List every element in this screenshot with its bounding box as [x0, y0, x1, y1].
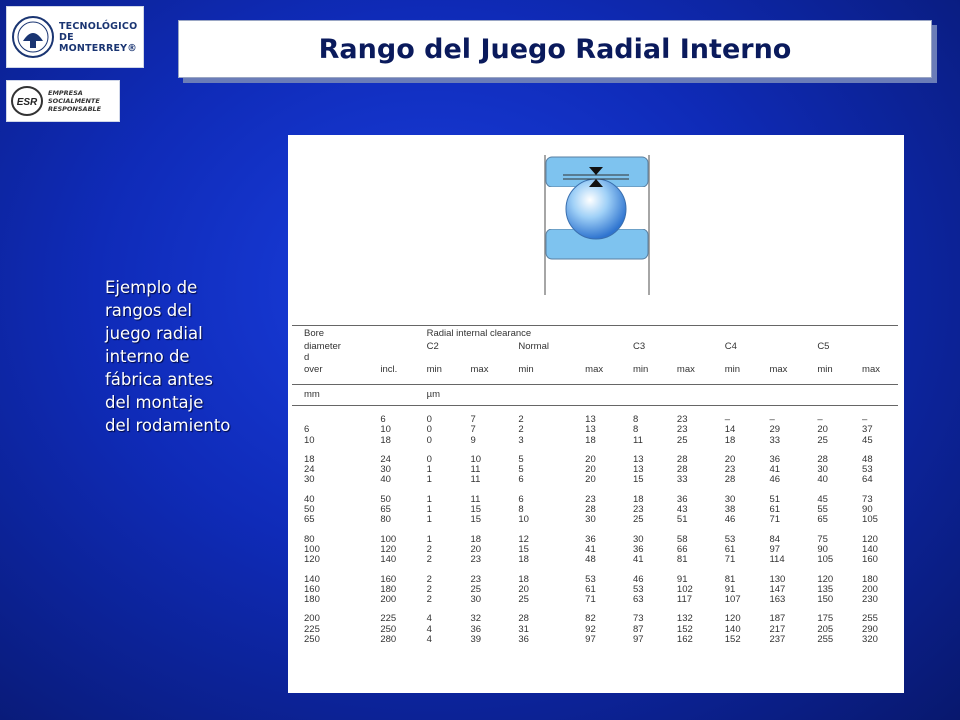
table-cell: 10	[470, 453, 482, 465]
table-cell: 105	[862, 514, 878, 526]
table-cell: 29	[769, 424, 781, 436]
table-cell: 147	[769, 583, 786, 595]
table-cell: 23	[633, 504, 644, 516]
table-cell: 4	[426, 634, 432, 646]
table-cell: 100	[380, 533, 397, 545]
table-cell: 132	[676, 613, 693, 625]
table-cell: 36	[585, 533, 596, 545]
table-cell: 15	[470, 504, 482, 516]
table-cell: 23	[470, 573, 482, 585]
table-cell: 160	[862, 554, 878, 566]
table-header-cell	[368, 339, 414, 352]
table-row-group	[292, 526, 898, 566]
table-cell: 30	[724, 493, 736, 505]
table-cell: 28	[676, 453, 688, 465]
table-cell: 36	[676, 493, 688, 505]
table-cell: 51	[676, 514, 688, 526]
table-cell: 51	[769, 493, 781, 505]
table-cell: 5	[518, 453, 524, 465]
table-cell: 135	[817, 583, 834, 595]
table-cell: 15	[518, 543, 529, 555]
table-cell: 24	[380, 453, 391, 465]
table-cell: 6	[304, 424, 310, 436]
table-cell: 48	[862, 453, 873, 465]
table-cell: 8	[518, 504, 524, 516]
table-cell: 120	[724, 613, 741, 625]
table-cell: 140	[380, 554, 397, 566]
table-cell: 23	[585, 493, 596, 505]
table-cell: 205	[817, 623, 834, 635]
tec-seal-icon	[11, 15, 55, 59]
table-cell: 65	[817, 514, 828, 526]
table-cell: 97	[633, 634, 644, 646]
table-cell: 18	[470, 533, 482, 545]
table-cell: 290	[862, 623, 878, 635]
table-cell: 320	[862, 634, 878, 646]
table-cell: 13	[585, 414, 596, 425]
table-cell: 200	[862, 583, 878, 595]
table-unit-row	[292, 385, 898, 406]
table-row	[292, 446, 898, 465]
table-cell: 30	[380, 464, 391, 476]
table-cell: –	[769, 414, 775, 425]
table-cell: 53	[724, 533, 736, 545]
table-cell: 55	[817, 504, 828, 516]
page-title: Rango del Juego Radial Interno	[318, 33, 792, 65]
table-cell: 46	[769, 474, 781, 486]
table-cell: 28	[676, 464, 688, 476]
table-cell: 105	[817, 554, 834, 566]
table-cell: 53	[633, 583, 644, 595]
table-cell: 102	[676, 583, 693, 595]
table-cell: 150	[817, 594, 834, 606]
table-cell: 180	[304, 594, 320, 606]
table-cell: 31	[518, 623, 529, 635]
table-cell: 40	[817, 474, 828, 486]
table-header-cell: max	[850, 352, 898, 385]
table-row	[292, 515, 898, 525]
table-unit-cell	[459, 385, 507, 406]
table-cell: 61	[724, 543, 736, 555]
table-unit-cell	[368, 385, 414, 406]
table-cell: 140	[724, 623, 741, 635]
table-header-cell	[665, 339, 713, 352]
table-cell: 200	[304, 613, 320, 625]
table-cell: 41	[633, 554, 644, 566]
table-header-cell: C2	[426, 341, 439, 352]
table-cell: 30	[633, 533, 644, 545]
table-cell: 41	[769, 464, 781, 476]
table-cell: 14	[724, 424, 736, 436]
table-cell: 73	[633, 613, 644, 625]
table-cell: 33	[676, 474, 688, 486]
table-cell: 187	[769, 613, 786, 625]
table-cell: 100	[304, 543, 320, 555]
clearance-figure	[288, 135, 904, 693]
table-row-group	[292, 605, 898, 645]
table-cell: 82	[585, 613, 596, 625]
table-cell: 71	[585, 594, 596, 606]
table-header-cell: max	[757, 352, 805, 385]
table-cell: 15	[633, 474, 644, 486]
table-cell: 24	[304, 464, 315, 476]
table-cell: 80	[304, 533, 315, 545]
table-cell: 90	[817, 543, 828, 555]
esr-badge-icon	[11, 85, 43, 117]
table-cell: 140	[862, 543, 878, 555]
table-cell: 10	[304, 434, 315, 446]
table-row	[292, 406, 898, 426]
table-cell: 2	[518, 414, 524, 425]
table-header-cell	[573, 339, 621, 352]
table-cell: 37	[862, 424, 873, 436]
table-header-cell	[850, 339, 898, 352]
table-cell: 8	[633, 414, 639, 425]
table-header-cell: diameter	[304, 341, 341, 352]
table-cell: 23	[724, 464, 736, 476]
table-cell: 10	[380, 424, 391, 436]
table-cell: 15	[470, 514, 482, 526]
table-cell: 13	[585, 424, 596, 436]
table-header-cell: max	[459, 352, 507, 385]
esr-badge-text: ESR	[16, 97, 38, 108]
esr-logo-line2: SOCIALMENTE	[48, 97, 100, 105]
tec-logo	[6, 6, 144, 68]
table-cell: 117	[676, 594, 693, 606]
table-cell: 2	[426, 583, 432, 595]
table-header-cell: Normal	[518, 341, 549, 352]
table-cell: 36	[769, 453, 781, 465]
esr-logo	[6, 80, 120, 122]
table-cell: 18	[633, 493, 644, 505]
table-cell: 45	[817, 493, 828, 505]
table-cell: 160	[304, 583, 320, 595]
table-cell: 107	[724, 594, 741, 606]
table-unit-cell	[665, 385, 713, 406]
table-header-row	[292, 326, 898, 339]
table-header-cell: Radial internal clearance	[426, 328, 532, 339]
table-cell: 75	[817, 533, 828, 545]
title-box	[178, 20, 932, 78]
table-cell: 255	[862, 613, 878, 625]
table-cell: 18	[304, 453, 315, 465]
table-cell: 18	[518, 554, 529, 566]
table-cell: 1	[426, 504, 432, 516]
table-row-group	[292, 406, 898, 446]
table-header-cell: min	[805, 352, 850, 385]
table-cell: 18	[585, 434, 596, 446]
table-cell: 84	[769, 533, 781, 545]
table-cell: 2	[426, 543, 432, 555]
table-cell: 92	[585, 623, 596, 635]
table-cell: 71	[724, 554, 736, 566]
table-cell: 3	[518, 434, 524, 446]
table-cell: 20	[585, 474, 596, 486]
table-cell: 25	[676, 434, 688, 446]
table-cell: 152	[724, 634, 741, 646]
table-cell: 66	[676, 543, 688, 555]
table-row	[292, 436, 898, 446]
table-row-group	[292, 486, 898, 526]
table-cell: 25	[633, 514, 644, 526]
table-cell: 225	[380, 613, 397, 625]
table-header-cell: max	[665, 352, 713, 385]
table-cell: 18	[724, 434, 736, 446]
table-cell: 7	[470, 414, 476, 425]
table-header-cell: C5	[817, 341, 830, 352]
table-row	[292, 595, 898, 605]
table-cell: 2	[426, 554, 432, 566]
table-cell: 32	[470, 613, 482, 625]
table-cell: 63	[633, 594, 644, 606]
table-cell: 11	[470, 464, 481, 476]
tec-logo-line1: TECNOLÓGICO	[59, 20, 138, 32]
table-cell: 40	[380, 474, 391, 486]
table-cell: 80	[380, 514, 391, 526]
table-cell: 39	[470, 634, 482, 646]
table-cell: 6	[518, 493, 524, 505]
table-row	[292, 566, 898, 585]
table-unit-cell	[757, 385, 805, 406]
table-header-cell: Bore	[304, 328, 325, 339]
table-row	[292, 605, 898, 624]
table-row	[292, 555, 898, 565]
table-unit-cell	[506, 385, 573, 406]
table-cell: 1	[426, 474, 432, 486]
table-header-cell: C4	[724, 341, 737, 352]
table-cell: 65	[304, 514, 315, 526]
table-cell: 120	[817, 573, 834, 585]
table-cell: 28	[585, 504, 596, 516]
table-cell: 71	[769, 514, 781, 526]
table-cell: 13	[633, 464, 644, 476]
table-cell: 11	[470, 474, 481, 486]
table-cell: 9	[470, 434, 476, 446]
table-cell: 0	[426, 453, 432, 465]
table-cell: 5	[518, 464, 524, 476]
table-cell: 230	[862, 594, 878, 606]
table-cell: 11	[470, 493, 481, 505]
table-cell: 28	[724, 474, 736, 486]
table-cell: 12	[518, 533, 529, 545]
table-cell: 20	[470, 543, 482, 555]
table-cell: 73	[862, 493, 873, 505]
clearance-table	[292, 325, 898, 645]
table-cell: 10	[518, 514, 529, 526]
table-row	[292, 475, 898, 485]
table-cell: 1	[426, 464, 432, 476]
table-header-cell	[459, 339, 507, 352]
table-header-cell: min	[415, 352, 459, 385]
table-cell: 18	[518, 573, 529, 585]
table-cell: 23	[676, 414, 688, 425]
table-cell: 8	[633, 424, 639, 436]
table-cell: 180	[862, 573, 878, 585]
table-cell: 41	[585, 543, 596, 555]
table-cell: 50	[380, 493, 391, 505]
table-unit-cell	[805, 385, 850, 406]
table-row	[292, 526, 898, 545]
table-cell: 140	[304, 573, 320, 585]
table-cell: 23	[676, 424, 688, 436]
table-cell: 1	[426, 493, 432, 505]
table-cell: 40	[304, 493, 315, 505]
table-unit-cell	[713, 385, 758, 406]
table-cell: 50	[304, 504, 315, 516]
table-cell: 225	[304, 623, 320, 635]
table-unit-cell: µm	[415, 385, 459, 406]
table-unit-cell	[621, 385, 665, 406]
table-cell: 46	[724, 514, 736, 526]
table-header-cell: max	[573, 352, 621, 385]
table-cell: 20	[585, 453, 596, 465]
table-cell: 1	[426, 514, 432, 526]
table-cell: 6	[380, 414, 386, 425]
table-row-group	[292, 566, 898, 606]
table-cell: 2	[426, 594, 432, 606]
table-cell: 162	[676, 634, 693, 646]
table-cell: 25	[518, 594, 529, 606]
table-cell: 280	[380, 634, 397, 646]
table-cell: 163	[769, 594, 786, 606]
table-cell: 48	[585, 554, 596, 566]
table-cell: 18	[380, 434, 391, 446]
table-cell: 0	[426, 414, 432, 425]
table-header-row	[292, 352, 898, 385]
table-cell: 4	[426, 613, 432, 625]
table-cell: 120	[304, 554, 320, 566]
table-cell: 237	[769, 634, 786, 646]
table-cell: 250	[304, 634, 320, 646]
table-cell: 23	[470, 554, 482, 566]
table-cell: 81	[676, 554, 688, 566]
table-cell: 152	[676, 623, 693, 635]
table-header-cell: min	[621, 352, 665, 385]
table-cell: 25	[470, 583, 482, 595]
table-cell: 11	[633, 434, 643, 446]
table-cell: 20	[518, 583, 529, 595]
table-cell: 217	[769, 623, 786, 635]
table-cell: 255	[817, 634, 834, 646]
table-cell: 90	[862, 504, 873, 516]
table-cell: 81	[724, 573, 736, 585]
table-cell: 2	[426, 573, 432, 585]
table-cell: 30	[470, 594, 482, 606]
table-cell: 120	[380, 543, 397, 555]
table-unit-cell: mm	[292, 385, 368, 406]
table-cell: 130	[769, 573, 786, 585]
table-cell: –	[817, 414, 823, 425]
table-cell: 33	[769, 434, 781, 446]
table-header-cell: incl.	[368, 352, 414, 385]
table-cell: –	[862, 414, 868, 425]
table-cell: 114	[769, 554, 785, 566]
table-cell: 30	[304, 474, 315, 486]
table-header-cell: C3	[633, 341, 646, 352]
table-cell: 36	[518, 634, 529, 646]
table-cell: 87	[633, 623, 644, 635]
table-cell: 53	[585, 573, 596, 585]
table-cell: 91	[676, 573, 688, 585]
table-header-cell	[757, 339, 805, 352]
table-cell: 4	[426, 623, 432, 635]
table-cell: 58	[676, 533, 688, 545]
table-cell: 250	[380, 623, 397, 635]
table-cell: 0	[426, 434, 432, 446]
table-cell: 0	[426, 424, 432, 436]
table-cell: 53	[862, 464, 873, 476]
table-cell: 20	[585, 464, 596, 476]
table-header-cell	[368, 326, 414, 339]
table-header-cell: min	[506, 352, 573, 385]
table-cell: 45	[862, 434, 873, 446]
table-cell: 28	[817, 453, 828, 465]
table-cell: 97	[585, 634, 596, 646]
table-cell: 120	[862, 533, 878, 545]
table-row-group	[292, 446, 898, 486]
table-header-row	[292, 339, 898, 352]
table-cell: 38	[724, 504, 736, 516]
table-cell: 180	[380, 583, 397, 595]
bearing-diagram-icon	[288, 135, 904, 325]
table-cell: 30	[585, 514, 596, 526]
table-cell: 36	[633, 543, 644, 555]
table-cell	[292, 406, 368, 426]
table-cell: 64	[862, 474, 873, 486]
tec-logo-line2: DE MONTERREY®	[59, 31, 137, 54]
table-cell: 43	[676, 504, 688, 516]
table-header-cell: d over	[292, 352, 368, 385]
table-cell: 46	[633, 573, 644, 585]
table-cell: 1	[426, 533, 432, 545]
caption-text: Ejemplo de rangos del juego radial interno de fábrica antes del montaje del rodamiento	[105, 278, 231, 435]
table-cell: 2	[518, 424, 524, 436]
table-row	[292, 486, 898, 505]
table-cell: 20	[724, 453, 736, 465]
table-cell: 160	[380, 573, 397, 585]
table-cell: 25	[817, 434, 828, 446]
table-cell: 13	[633, 453, 644, 465]
table-cell: 200	[380, 594, 397, 606]
table-cell: 20	[817, 424, 828, 436]
table-cell: 30	[817, 464, 828, 476]
table-cell: 7	[470, 424, 476, 436]
table-cell: 28	[518, 613, 529, 625]
esr-logo-line3: RESPONSABLE	[48, 105, 102, 113]
table-unit-cell	[850, 385, 898, 406]
table-unit-cell	[573, 385, 621, 406]
table-cell: 97	[769, 543, 781, 555]
table-cell: 61	[769, 504, 781, 516]
table-cell: 65	[380, 504, 391, 516]
table-cell: –	[724, 414, 731, 425]
table-row	[292, 635, 898, 645]
table-cell: 6	[518, 474, 524, 486]
table-header-cell: min	[713, 352, 758, 385]
table-cell: 36	[470, 623, 482, 635]
table-cell: 91	[724, 583, 736, 595]
esr-logo-line1: EMPRESA	[48, 89, 83, 97]
table-cell: 175	[817, 613, 834, 625]
table-cell: 61	[585, 583, 596, 595]
